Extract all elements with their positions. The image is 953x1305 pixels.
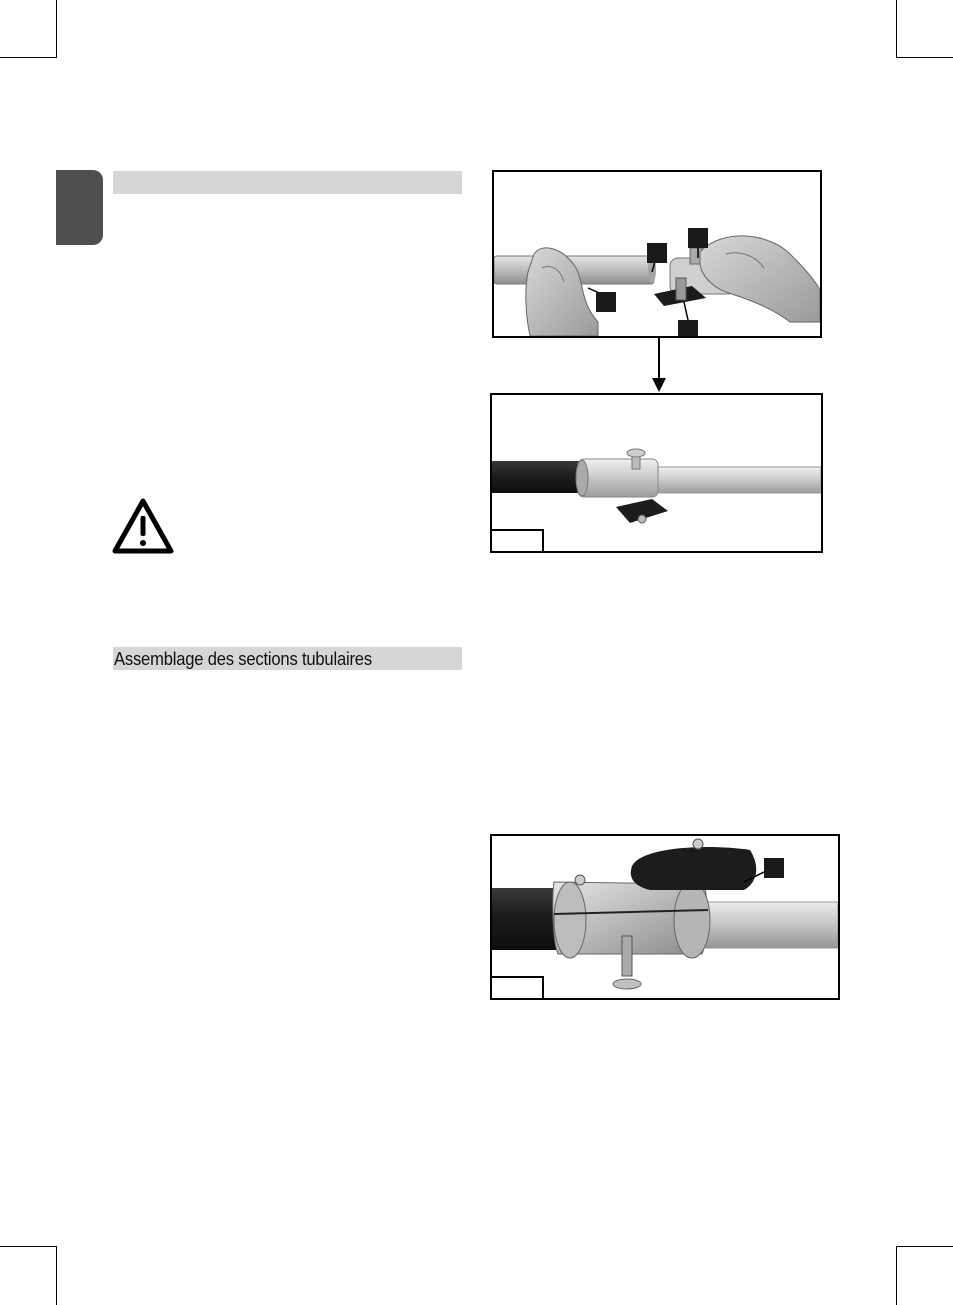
- crop-mark-top-left-v: [56, 0, 57, 57]
- arrow-down-icon: [650, 336, 668, 394]
- crop-mark-bottom-right-h: [896, 1246, 953, 1247]
- crop-mark-bottom-left-h: [0, 1246, 57, 1247]
- figure-tube-insertion: [492, 170, 822, 338]
- callout-marker: [764, 858, 784, 878]
- callout-marker: [678, 320, 698, 338]
- callout-marker: [688, 228, 708, 248]
- figure-label-box: [492, 976, 544, 998]
- crop-mark-top-left-h: [0, 57, 57, 58]
- crop-mark-top-right-v: [896, 0, 897, 57]
- figure-tube-assembled: [490, 393, 823, 553]
- warning-triangle-icon: [112, 498, 174, 554]
- crop-mark-bottom-right-v: [896, 1246, 897, 1305]
- crop-mark-top-right-h: [896, 57, 953, 58]
- callout-marker: [596, 292, 616, 312]
- section-title: Assemblage des sections tubulaires: [114, 649, 372, 669]
- language-tab: [56, 170, 103, 245]
- figure-label-box: [492, 529, 544, 551]
- figure-clamp-closeup: [490, 834, 840, 1000]
- section-header-bar-top: [113, 171, 462, 194]
- crop-mark-bottom-left-v: [56, 1246, 57, 1305]
- callout-marker: [647, 243, 667, 263]
